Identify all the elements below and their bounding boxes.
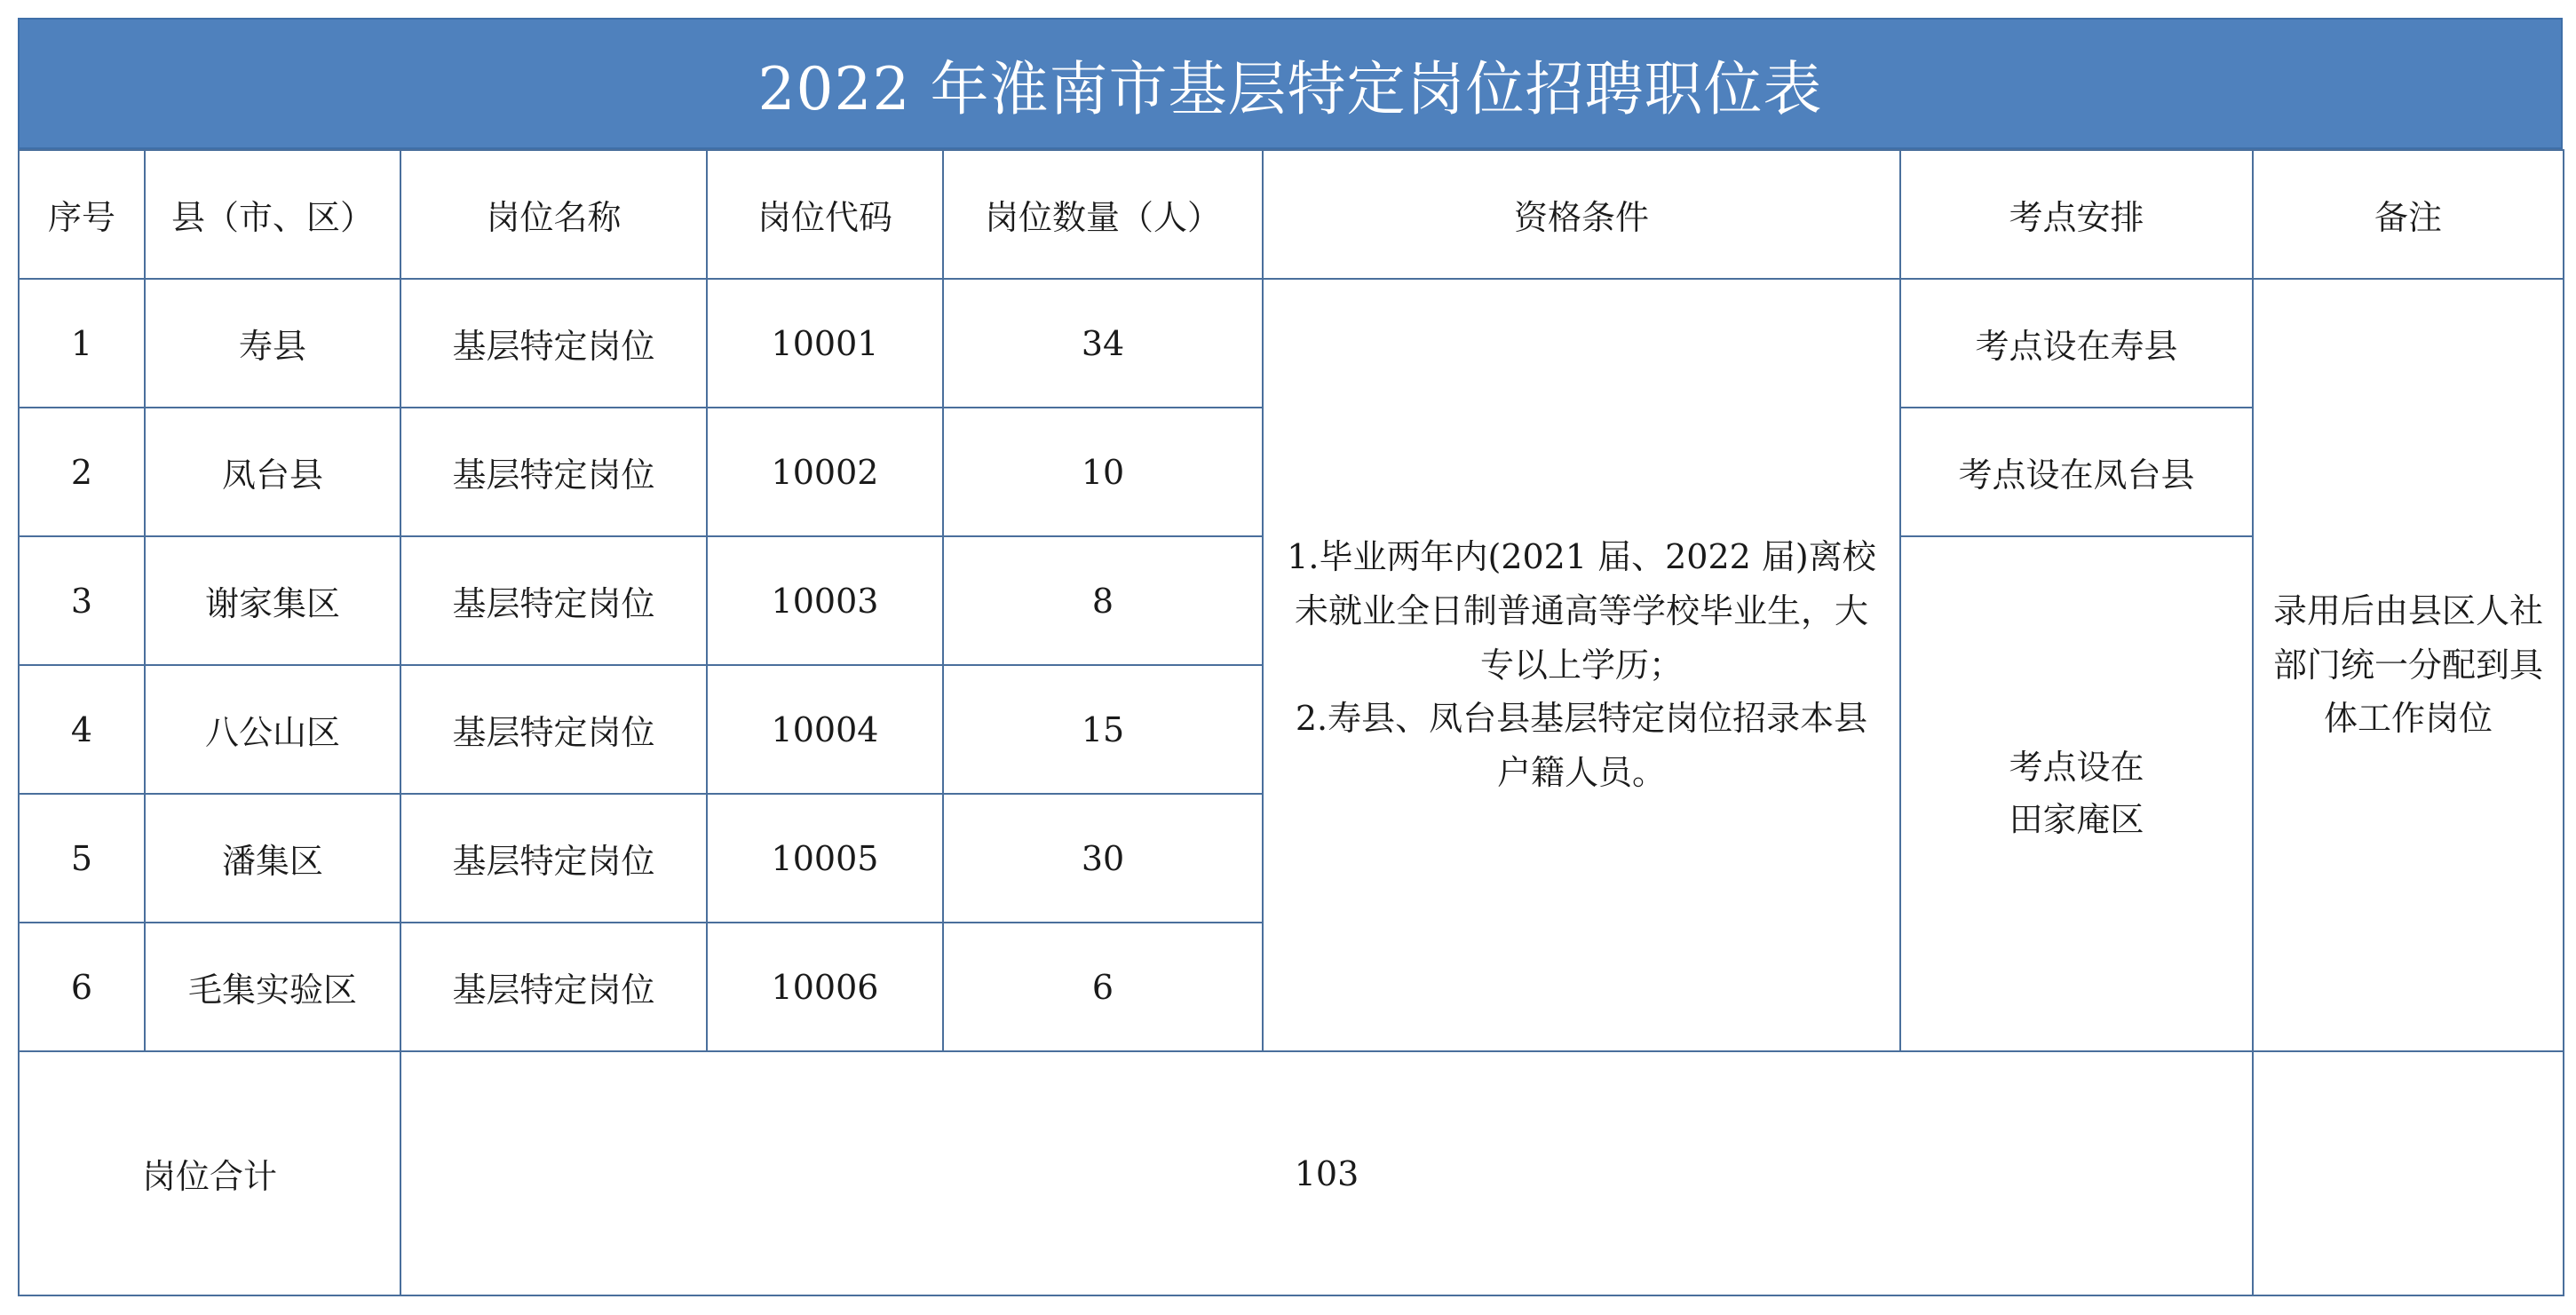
cell-exam-site-tianjiaan: 考点设在 田家庵区 <box>1900 536 2253 1051</box>
recruitment-table-sheet <box>18 18 2563 1298</box>
header-row <box>19 150 2564 279</box>
cell-county: 谢家集区 <box>145 536 400 665</box>
header-remarks: 备注 <box>2253 150 2564 279</box>
cell-seq: 6 <box>19 923 145 1051</box>
header-post-count: 岗位数量（人） <box>943 150 1263 279</box>
cell-post-count: 8 <box>943 536 1263 665</box>
header-post-code: 岗位代码 <box>707 150 943 279</box>
cell-seq: 4 <box>19 665 145 794</box>
cell-post-code: 10001 <box>707 279 943 408</box>
header-qualification: 资格条件 <box>1263 150 1900 279</box>
header-exam-site: 考点安排 <box>1900 150 2253 279</box>
total-remarks <box>2253 1051 2564 1295</box>
recruitment-table <box>18 149 2564 1296</box>
cell-seq: 5 <box>19 794 145 923</box>
cell-seq: 2 <box>19 408 145 536</box>
total-label: 岗位合计 <box>19 1051 400 1295</box>
cell-post-name: 基层特定岗位 <box>400 665 707 794</box>
total-row <box>19 1051 2564 1295</box>
cell-post-count: 34 <box>943 279 1263 408</box>
header-county: 县（市、区） <box>145 150 400 279</box>
cell-post-count: 30 <box>943 794 1263 923</box>
header-post-name: 岗位名称 <box>400 150 707 279</box>
cell-county: 潘集区 <box>145 794 400 923</box>
cell-post-name: 基层特定岗位 <box>400 794 707 923</box>
cell-county: 八公山区 <box>145 665 400 794</box>
cell-exam-site-shouxian: 考点设在寿县 <box>1900 279 2253 408</box>
cell-county: 寿县 <box>145 279 400 408</box>
cell-qualification: 1.毕业两年内(2021 届、2022 届)离校 未就业全日制普通高等学校毕业生，大 专以上学历； 2.寿县、凤台县基层特定岗位招录本县 户籍人员。 <box>1263 279 1900 1051</box>
table-row <box>19 279 2564 408</box>
cell-post-code: 10004 <box>707 665 943 794</box>
table-title: 2022 年淮南市基层特定岗位招聘职位表 <box>757 54 1823 123</box>
cell-county: 凤台县 <box>145 408 400 536</box>
cell-post-name: 基层特定岗位 <box>400 279 707 408</box>
cell-post-name: 基层特定岗位 <box>400 408 707 536</box>
cell-seq: 3 <box>19 536 145 665</box>
cell-post-count: 10 <box>943 408 1263 536</box>
cell-remarks: 录用后由县区人社 部门统一分配到具 体工作岗位 <box>2253 279 2564 1051</box>
cell-exam-site-fengtai: 考点设在凤台县 <box>1900 408 2253 536</box>
total-value: 103 <box>400 1051 2253 1295</box>
header-seq: 序号 <box>19 150 145 279</box>
cell-post-count: 15 <box>943 665 1263 794</box>
cell-seq: 1 <box>19 279 145 408</box>
cell-post-name: 基层特定岗位 <box>400 923 707 1051</box>
cell-post-count: 6 <box>943 923 1263 1051</box>
cell-post-code: 10003 <box>707 536 943 665</box>
cell-post-code: 10005 <box>707 794 943 923</box>
cell-post-name: 基层特定岗位 <box>400 536 707 665</box>
cell-post-code: 10002 <box>707 408 943 536</box>
table-title-bar <box>18 18 2563 149</box>
cell-county: 毛集实验区 <box>145 923 400 1051</box>
cell-post-code: 10006 <box>707 923 943 1051</box>
